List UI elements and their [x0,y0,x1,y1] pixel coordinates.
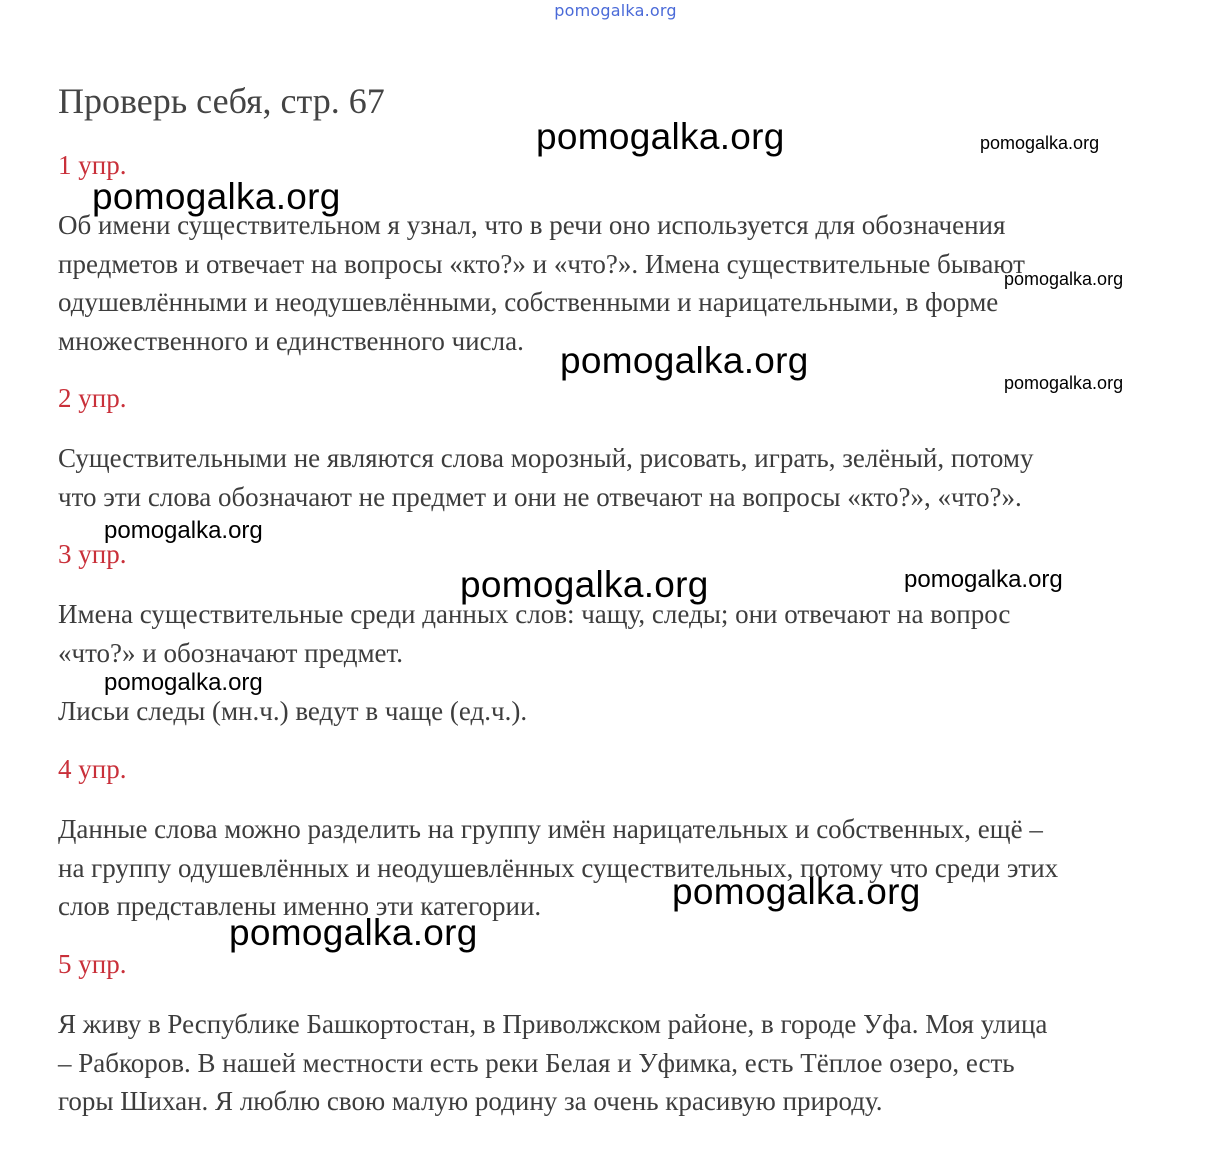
exercise-3-heading: 3 упр. [58,539,127,569]
text-line: «что?» и обозначают предмет. [58,637,404,668]
exercise-1-heading: 1 упр. [58,150,127,180]
watermark: pomogalka.org [536,116,785,157]
text-line: Лисьи следы (мн.ч.) ведут в чаще (ед.ч.). [58,696,528,726]
text-line: Данные слова можно разделить на группу имён нарицательных и собственных, ещё – [58,814,1043,844]
watermark: pomogalka.org [672,871,921,912]
exercise-5-heading: 5 упр. [58,949,127,979]
watermark: pomogalka.org [104,517,263,544]
watermark: pomogalka.org [92,176,341,217]
text-line: Имена существительные среди данных слов: чащу, следы; они отвечают на вопрос [58,599,1011,629]
watermark: pomogalka.org [560,340,809,381]
text-line: слов представлены именно эти категории. [58,891,542,921]
site-link[interactable]: pomogalka.org [554,1,677,20]
text-line: что эти слова обозначают не предмет и они не отвечают на вопросы «кто?», «что?». [58,481,1022,512]
text-line: Я живу в Республике Башкортостан, в Приволжском районе, в городе Уфа. Моя улица [58,1009,1048,1039]
text-line: горы Шихан. Я люблю свою малую родину за очень красивую природу. [58,1086,883,1116]
text-line: предметов и отвечает на вопросы «кто?» и «что?». Имена существительные бывают [58,248,1025,279]
exercise-3-example [58,692,1178,731]
exercise-3-text [58,595,1178,672]
text-line: Существительными не являются слова морозный, рисовать, играть, зелёный, потому [58,443,1034,473]
watermark: pomogalka.org [1004,373,1124,393]
text-line: на группу одушевлённых и неодушевлённых существительных, потому что среди этих [58,852,1059,883]
exercise-2-heading: 2 упр. [58,383,127,413]
text-line: Об имени существительном я узнал, что в речи оно используется для обозначения [58,210,1006,240]
exercise-2-text [58,439,1178,516]
watermark: pomogalka.org [904,566,1063,593]
watermark: pomogalka.org [229,912,478,953]
watermark: pomogalka.org [460,564,709,605]
watermark: pomogalka.org [104,669,263,696]
watermark: pomogalka.org [1004,269,1124,289]
text-line: одушевлёнными и неодушевлёнными, собственными и нарицательными, в форме [58,287,999,317]
exercise-4-heading: 4 упр. [58,754,127,784]
watermark: pomogalka.org [980,133,1100,153]
text-line: множественного и единственного числа. [58,325,524,356]
page-title: Проверь себя, стр. 67 [58,81,385,121]
exercise-5-text [58,1005,1178,1121]
text-line: – Рабкоров. В нашей местности есть реки Белая и Уфимка, есть Тёплое озеро, есть [58,1047,1015,1078]
exercise-4-text [58,810,1178,926]
